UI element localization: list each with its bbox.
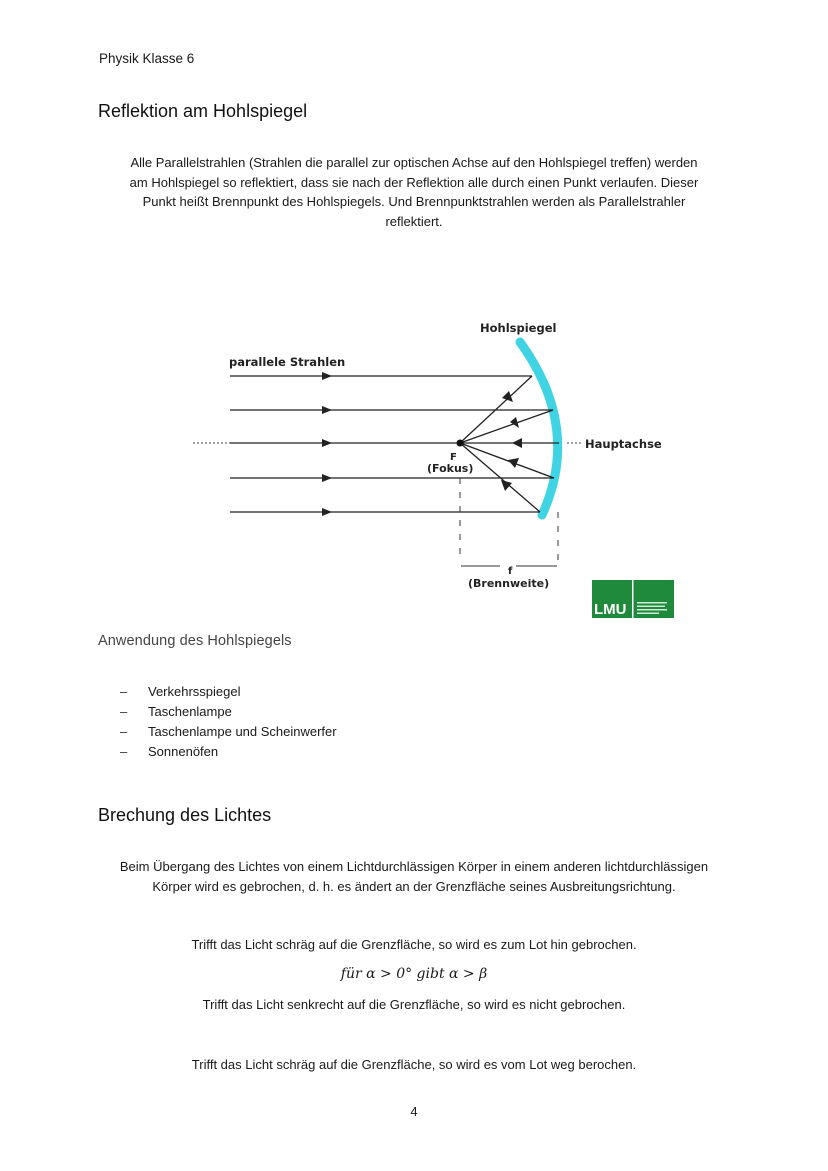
rays-label: parallele Strahlen (229, 355, 346, 369)
paragraph-line: Punkt heißt Brennpunkt des Hohlspiegels. Und Brennpunktstrahlen werden als Parallelstrahler (142, 194, 686, 209)
mirror-label: Hohlspiegel (480, 321, 557, 335)
paragraph-line: am Hohlspiegel so reflektiert, dass sie nach der Reflektion alle durch einen Punkt verlaufen. Dieser (129, 174, 699, 190)
reflected-arrowhead (512, 438, 522, 448)
list-item-text: Sonnenöfen (148, 744, 219, 759)
lmu-logo-graphic (592, 580, 674, 618)
list-item (120, 682, 337, 702)
list-bullet: – (120, 704, 128, 719)
focus-point (457, 440, 464, 447)
refraction-rule-1: Trifft das Licht schräg auf die Grenzfläche, so wird es zum Lot hin gebrochen. (191, 937, 637, 952)
ray-arrowhead (322, 508, 332, 516)
reflected-arrowhead (502, 391, 513, 402)
reflected-ray (460, 410, 553, 443)
reflection-paragraph (100, 153, 728, 231)
list-item (120, 702, 337, 722)
focus-letter: F (450, 452, 457, 463)
section-title-applications: Anwendung des Hohlspiegels (98, 633, 292, 649)
page-number: 4 (410, 1104, 418, 1119)
list-item-text: Taschenlampe (148, 704, 232, 719)
refraction-formula: für α > 0° gibt α > β (340, 966, 488, 982)
list-item (120, 722, 337, 742)
paragraph-line: Alle Parallelstrahlen (Strahlen die parallel zur optischen Achse auf den Hohlspiegel treffen) werden (130, 155, 698, 170)
reflected-arrowhead (508, 458, 519, 468)
refraction-rule-2: Trifft das Licht senkrecht auf die Grenzfläche, so wird es nicht gebrochen. (202, 997, 626, 1012)
axis-label: Hauptachse (585, 437, 662, 451)
focus-label: (Fokus) (427, 462, 474, 475)
ray-arrowhead (322, 474, 332, 482)
ray-arrowhead (322, 439, 332, 447)
list-item-text: Verkehrsspiegel (148, 684, 241, 699)
reflected-ray (460, 443, 554, 478)
page-header: Physik Klasse 6 (99, 51, 195, 66)
paragraph-line: Beim Übergang des Lichtes von einem Lichtdurchlässigen Körper in einem anderen lichtdurchlässigen (119, 859, 709, 874)
mirror-shape (520, 342, 558, 515)
focal-label: (Brennweite) (468, 577, 550, 590)
concave-mirror-diagram (0, 300, 828, 600)
paragraph-line: Körper wird es gebrochen, d. h. es ändert an der Grenzfläche seines Ausbreitungsrichtung. (152, 878, 676, 894)
list-item (120, 742, 337, 762)
section-title-refraction: Brechung des Lichtes (98, 805, 272, 825)
lmu-logo-text: LMU (594, 601, 627, 618)
refraction-paragraph (100, 857, 728, 896)
applications-list (120, 682, 337, 762)
list-bullet: – (120, 684, 128, 699)
reflected-arrowhead (501, 480, 512, 491)
focal-letter: f (508, 566, 513, 577)
section-title-reflection: Reflektion am Hohlspiegel (98, 101, 308, 121)
paragraph-line: reflektiert. (385, 213, 443, 229)
ray-arrowhead (322, 372, 332, 380)
lmu-logo (592, 580, 674, 618)
ray-arrowhead (322, 406, 332, 414)
list-bullet: – (120, 724, 128, 739)
list-item-text: Taschenlampe und Scheinwerfer (148, 724, 337, 739)
list-bullet: – (120, 744, 128, 759)
refraction-rule-3: Trifft das Licht schräg auf die Grenzfläche, so wird es vom Lot weg berochen. (191, 1057, 637, 1072)
